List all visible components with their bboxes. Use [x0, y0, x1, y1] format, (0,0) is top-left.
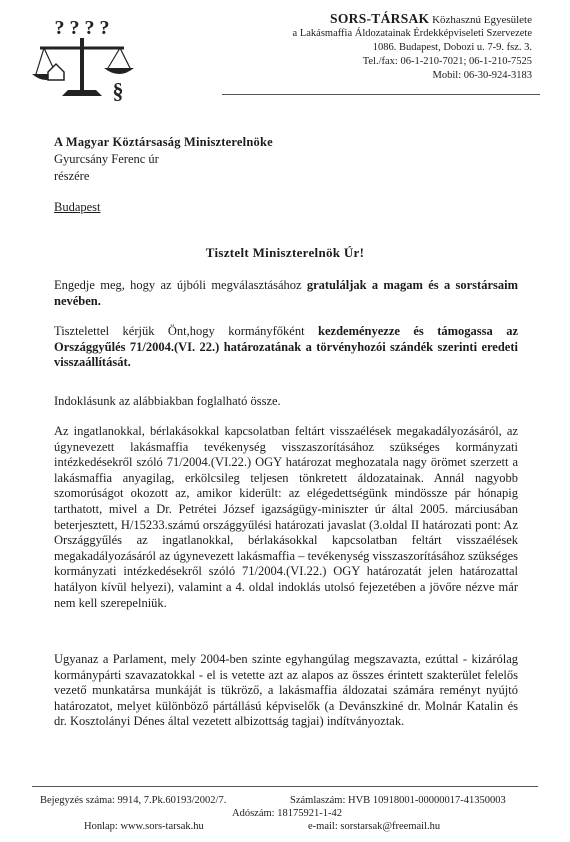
paragraph-intro: Indoklásunk az alábbiakban foglalható össze. — [54, 394, 281, 408]
header-divider — [222, 94, 540, 95]
paragraph-congratulation — [54, 278, 518, 309]
paragraph-2-bold: kezdeményezze és támogassa az Országgyűlés 71/2004.(VI. 22.) határozatának a törvényhozói szándék szerinti eredeti visszaállítását. — [54, 324, 518, 370]
recipient-attention: részére — [54, 169, 90, 183]
organization-header — [212, 12, 532, 83]
paragraph-2-text: Tisztelettel kérjük Önt,hogy kormányfőként — [54, 324, 319, 338]
org-address: 1086. Budapest, Dobozi u. 7-9. fsz. 3. — [372, 42, 532, 53]
org-description: a Lakásmaffia Áldozatainak Érdekképviseleti Szervezete — [292, 28, 532, 39]
salutation: Tisztelt Miniszterelnök Úr! — [205, 245, 365, 260]
paragraph-request — [54, 324, 518, 371]
paragraph-1-text: Engedje meg, hogy az újbóli megválasztásához — [54, 278, 307, 292]
org-name: SORS-TÁRSAK — [330, 11, 430, 26]
svg-text:§: § — [112, 78, 124, 103]
scales-logo-icon — [26, 12, 138, 108]
recipient-city: Budapest — [54, 200, 101, 214]
paragraph-reasoning: Az ingatlanokkal, bérlakásokkal kapcsolatban feltárt visszaélések megakadályozásáról, az úgynevezett lakásmaffia tevékenység visszaszorításához szükséges kormányzati intézkedésekről szóló 71/2004.(VI.22.) OGY határozat meghozatala nagy örömet szerzett a lakásmaffia anyagilag, erkölcsileg teljesen tönkretett áldozatainak. Annál nagyobb szomorúságot okozott az, amikor kiderült: az elégedettségünk mindössze pár hónapig tarthatott, mivel a Dr. Petrétei József igazságügy-miniszter úr által 2005. márciusában beterjesztett, H/15233.számú országgyűlési határozati javaslat (3.oldal II határozati pont: Az Országgyűlés az ingatlanokkal, bérlakásokkal kapcsolatban feltárt visszaélések megakadályozásáról az úgynevezett lakásmaffia – tevékenység visszaszorításához szükséges kormányzati intézkedésekről szóló 71/2004.(VI.22.) OGY határozatát jelen határozattal hatályon kívül helyezi), valamint a 4. oldal indoklás utolsó fejezetében a jövőre nézve már nem kell szerepelniük. — [54, 424, 518, 610]
footer-website-link[interactable]: Honlap: www.sors-tarsak.hu — [84, 821, 204, 832]
footer — [0, 794, 570, 833]
footer-registration: Bejegyzés száma: 9914, 7.Pk.60193/2002/7. — [40, 795, 227, 806]
recipient-block — [54, 134, 273, 185]
org-type: Közhasznú Egyesülete — [432, 14, 532, 26]
paragraph-1-bold: gratuláljak a magam és a sorstársaim nevében. — [54, 278, 518, 308]
footer-email-link[interactable]: e-mail: sorstarsak@freemail.hu — [308, 821, 441, 832]
paragraph-parliament: Ugyanaz a Parlament, mely 2004-ben szinte egyhangúlag megszavazta, ezúttal - kizárólag kormánypárti szavazatokkal - el is vetette azt az alapos az összes érintett szakterület felelős vezető munkatársa munkáját is tükröző, a lakásmaffia áldozatai számára reményt nyújtó határozatot, melyet különböző pártállású képviselők (a Devánszkiné dr. Molnár Katalin és dr. Kosztolányi Dénes által vezetett albizottság tagjai) indítványoztak. — [54, 652, 518, 729]
footer-divider — [32, 786, 538, 787]
recipient-title: A Magyar Köztársaság Miniszterelnöke — [54, 135, 273, 149]
org-phone: Tel./fax: 06-1-210-7021; 06-1-210-7525 — [362, 56, 532, 67]
recipient-name: Gyurcsány Ferenc úr — [54, 152, 159, 166]
footer-tax-number: Adószám: 18175921-1-42 — [232, 808, 342, 819]
footer-account: Számlaszám: HVB 10918001-00000017-41350003 — [290, 795, 506, 806]
org-mobile: Mobil: 06-30-924-3183 — [432, 70, 532, 81]
logo-question-marks: ? ? ? ? — [54, 17, 110, 39]
